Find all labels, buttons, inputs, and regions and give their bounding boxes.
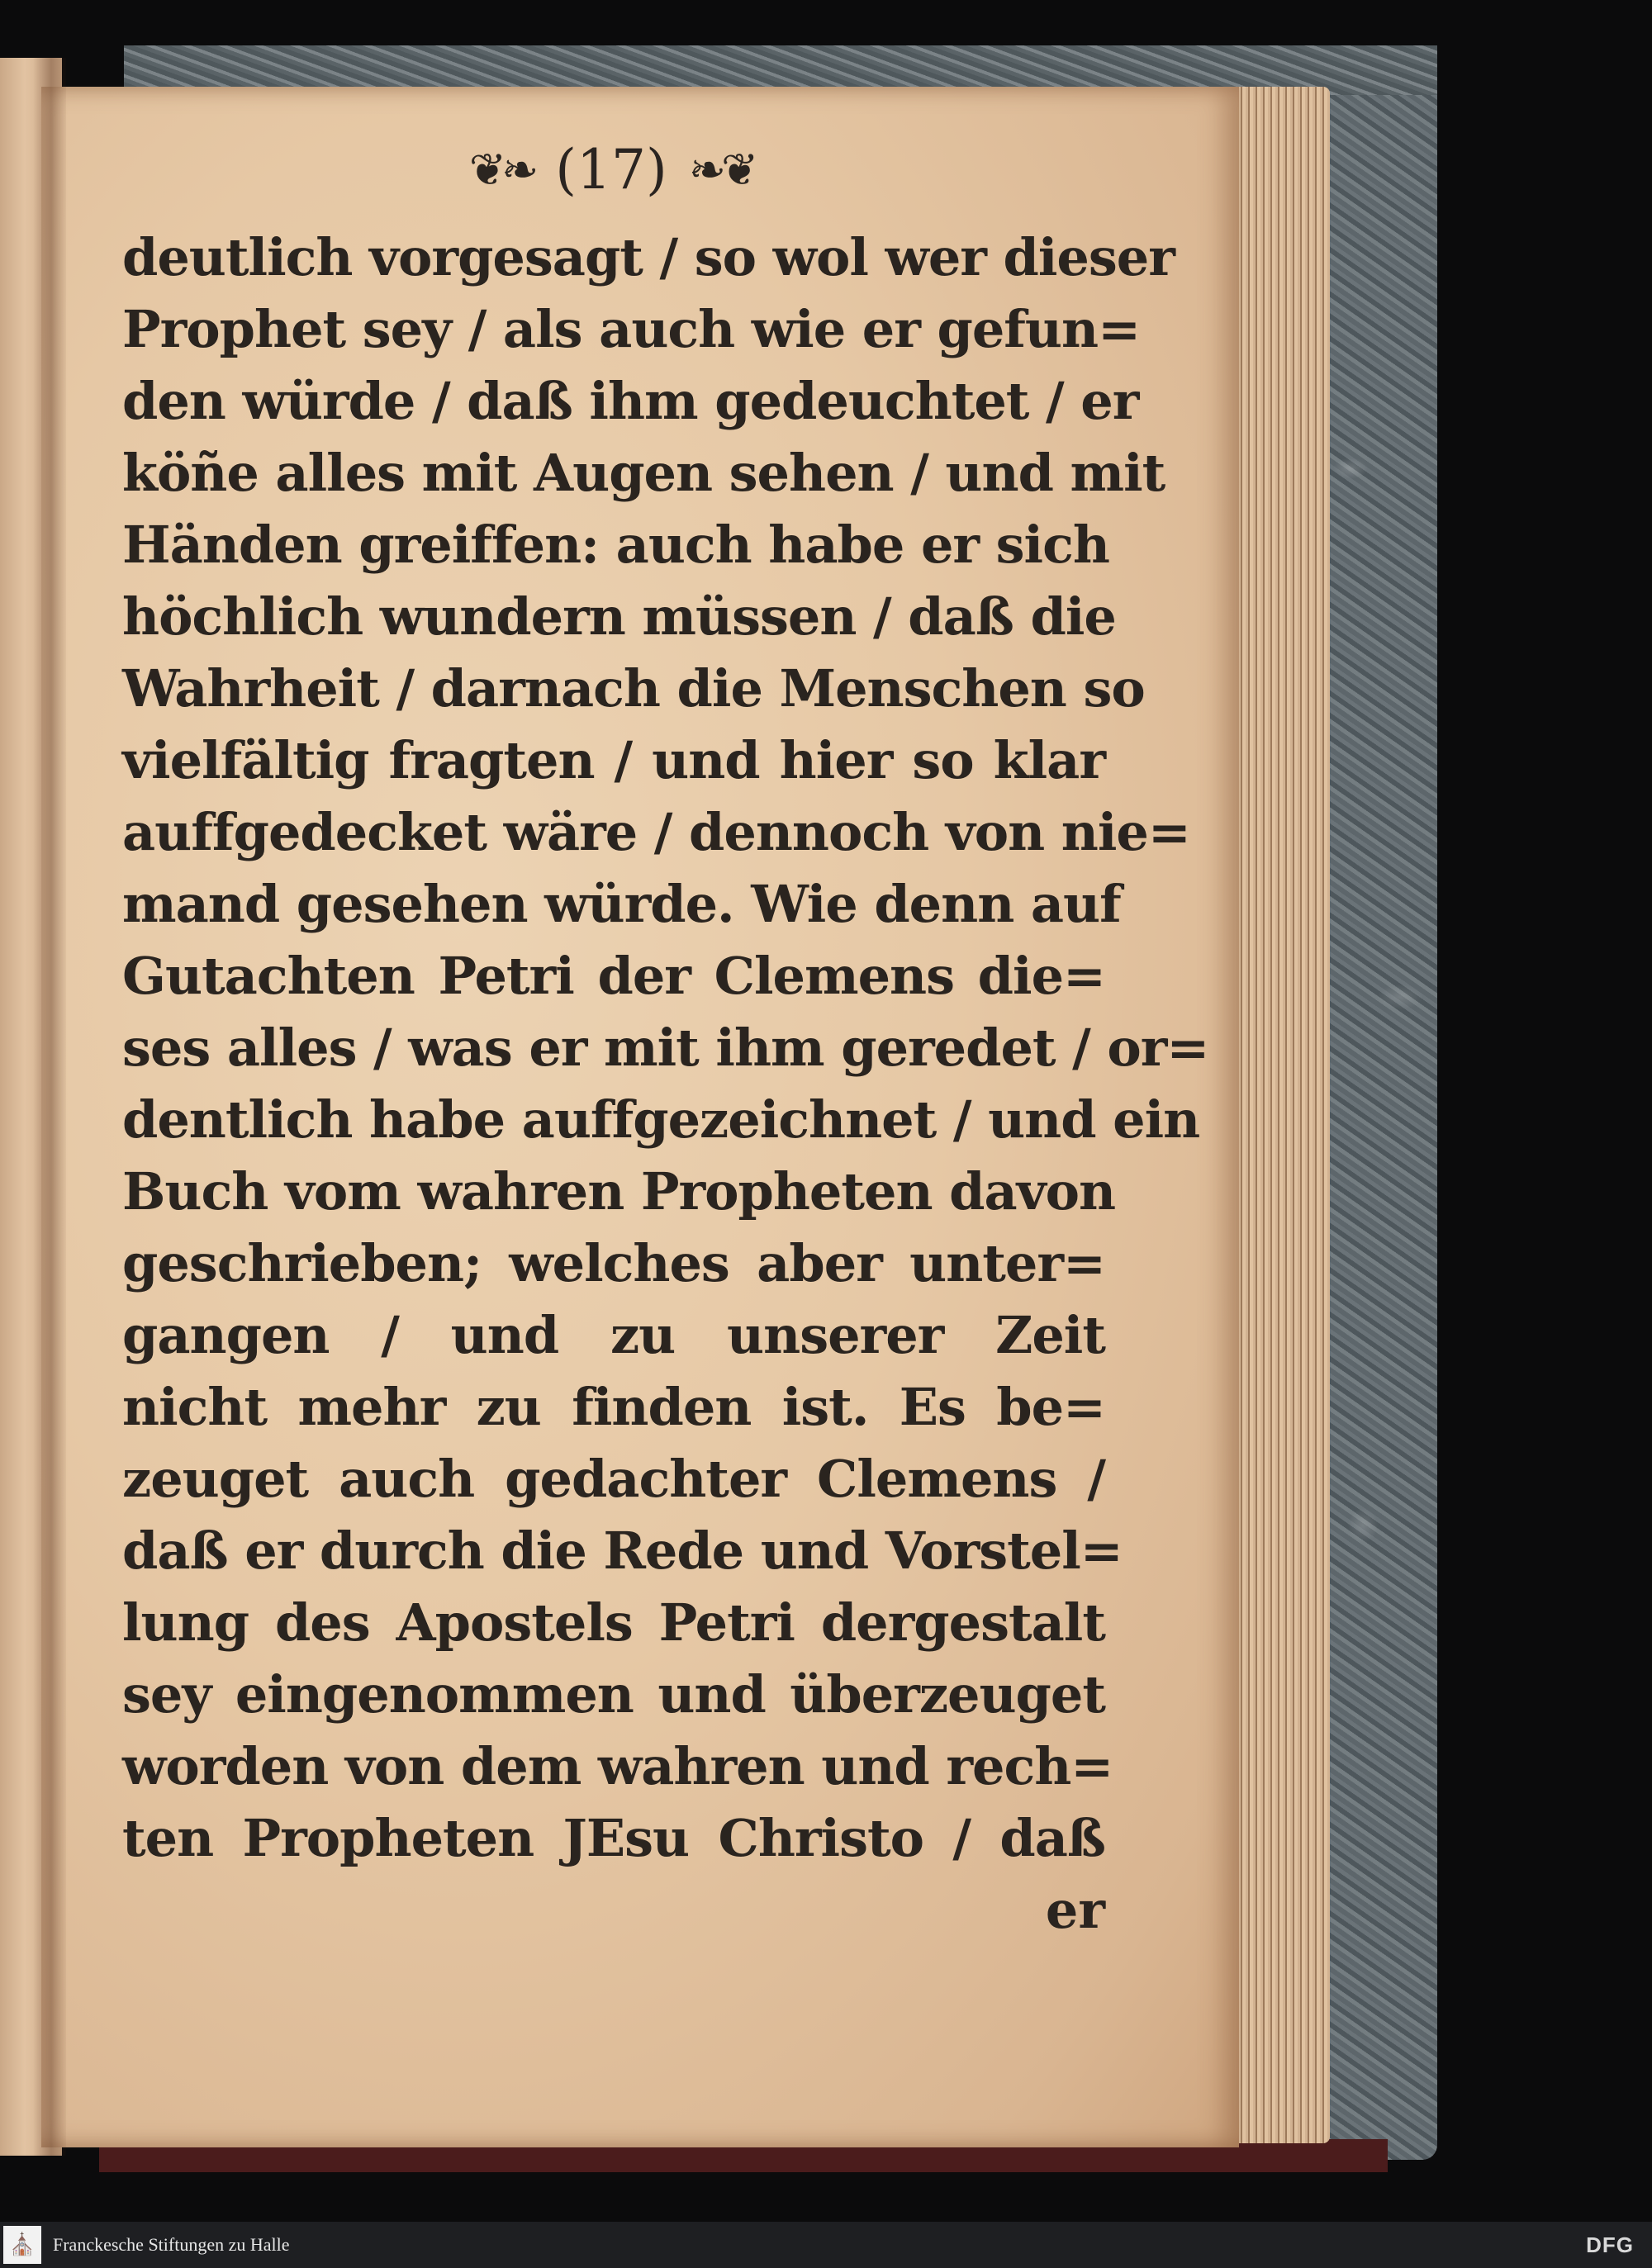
- text-line: lung des Apostels Petri dergestalt: [122, 1592, 1105, 1653]
- text-line: den würde / daß ihm gedeuchtet / er: [122, 371, 1139, 431]
- text-line: Prophet sey / als auch wie er gefun=: [122, 299, 1141, 359]
- text-line: worden von dem wahren und rech=: [122, 1736, 1113, 1796]
- text-line: höchlich wundern müssen / daß die: [122, 586, 1116, 647]
- text-line: Buch vom wahren Propheten davon: [122, 1161, 1116, 1222]
- text-line: Wahrheit / darnach die Menschen so: [122, 658, 1145, 719]
- ornament-left-icon: ❦❧: [468, 143, 534, 196]
- text-line: ses alles / was er mit ihm geredet / or=: [122, 1018, 1209, 1078]
- dfg-logo[interactable]: DFG: [1586, 2232, 1634, 2257]
- book-cover-marbled: [1313, 45, 1437, 2160]
- text-line: zeuget auch gedachter Clemens /: [122, 1449, 1105, 1509]
- text-line: sey eingenommen und überzeuget: [122, 1664, 1105, 1725]
- text-line: köñe alles mit Augen sehen / und mit: [122, 443, 1165, 503]
- text-line: nicht mehr zu finden ist. Es be=: [122, 1377, 1105, 1437]
- text-line: Gutachten Petri der Clemens die=: [122, 946, 1105, 1006]
- text-line: dentlich habe auffgezeichnet / und ein: [122, 1089, 1200, 1150]
- viewer-footer: [0, 2222, 1652, 2268]
- text-line: daß er durch die Rede und Vorstel=: [122, 1521, 1123, 1581]
- text-line: auffgedecket wäre / dennoch von nie=: [122, 802, 1190, 862]
- footer-institution-label[interactable]: Franckesche Stiftungen zu Halle: [53, 2234, 290, 2255]
- francke-foundation-logo-icon[interactable]: ⛪: [3, 2226, 41, 2264]
- text-line: deutlich vorgesagt / so wol wer dieser: [122, 227, 1175, 287]
- text-line: geschrieben; welches aber unter=: [122, 1233, 1105, 1293]
- page-number: (17): [555, 137, 667, 202]
- body-text: [122, 221, 1209, 1946]
- running-head: [396, 132, 826, 206]
- text-line: vielfältig fragten / und hier so klar: [122, 730, 1105, 790]
- text-line: gangen / und zu unserer Zeit: [122, 1305, 1105, 1365]
- catchword: er: [1045, 1880, 1105, 1940]
- text-line: Händen greiffen: auch habe er sich: [122, 515, 1109, 575]
- text-line: mand gesehen würde. Wie denn auf: [122, 874, 1121, 934]
- page-stack-edges: [1231, 87, 1330, 2143]
- text-line: ten Propheten JEsu Christo / daß: [122, 1808, 1105, 1868]
- book-gutter: [33, 58, 66, 2156]
- ornament-right-icon: ❧❦: [688, 143, 754, 196]
